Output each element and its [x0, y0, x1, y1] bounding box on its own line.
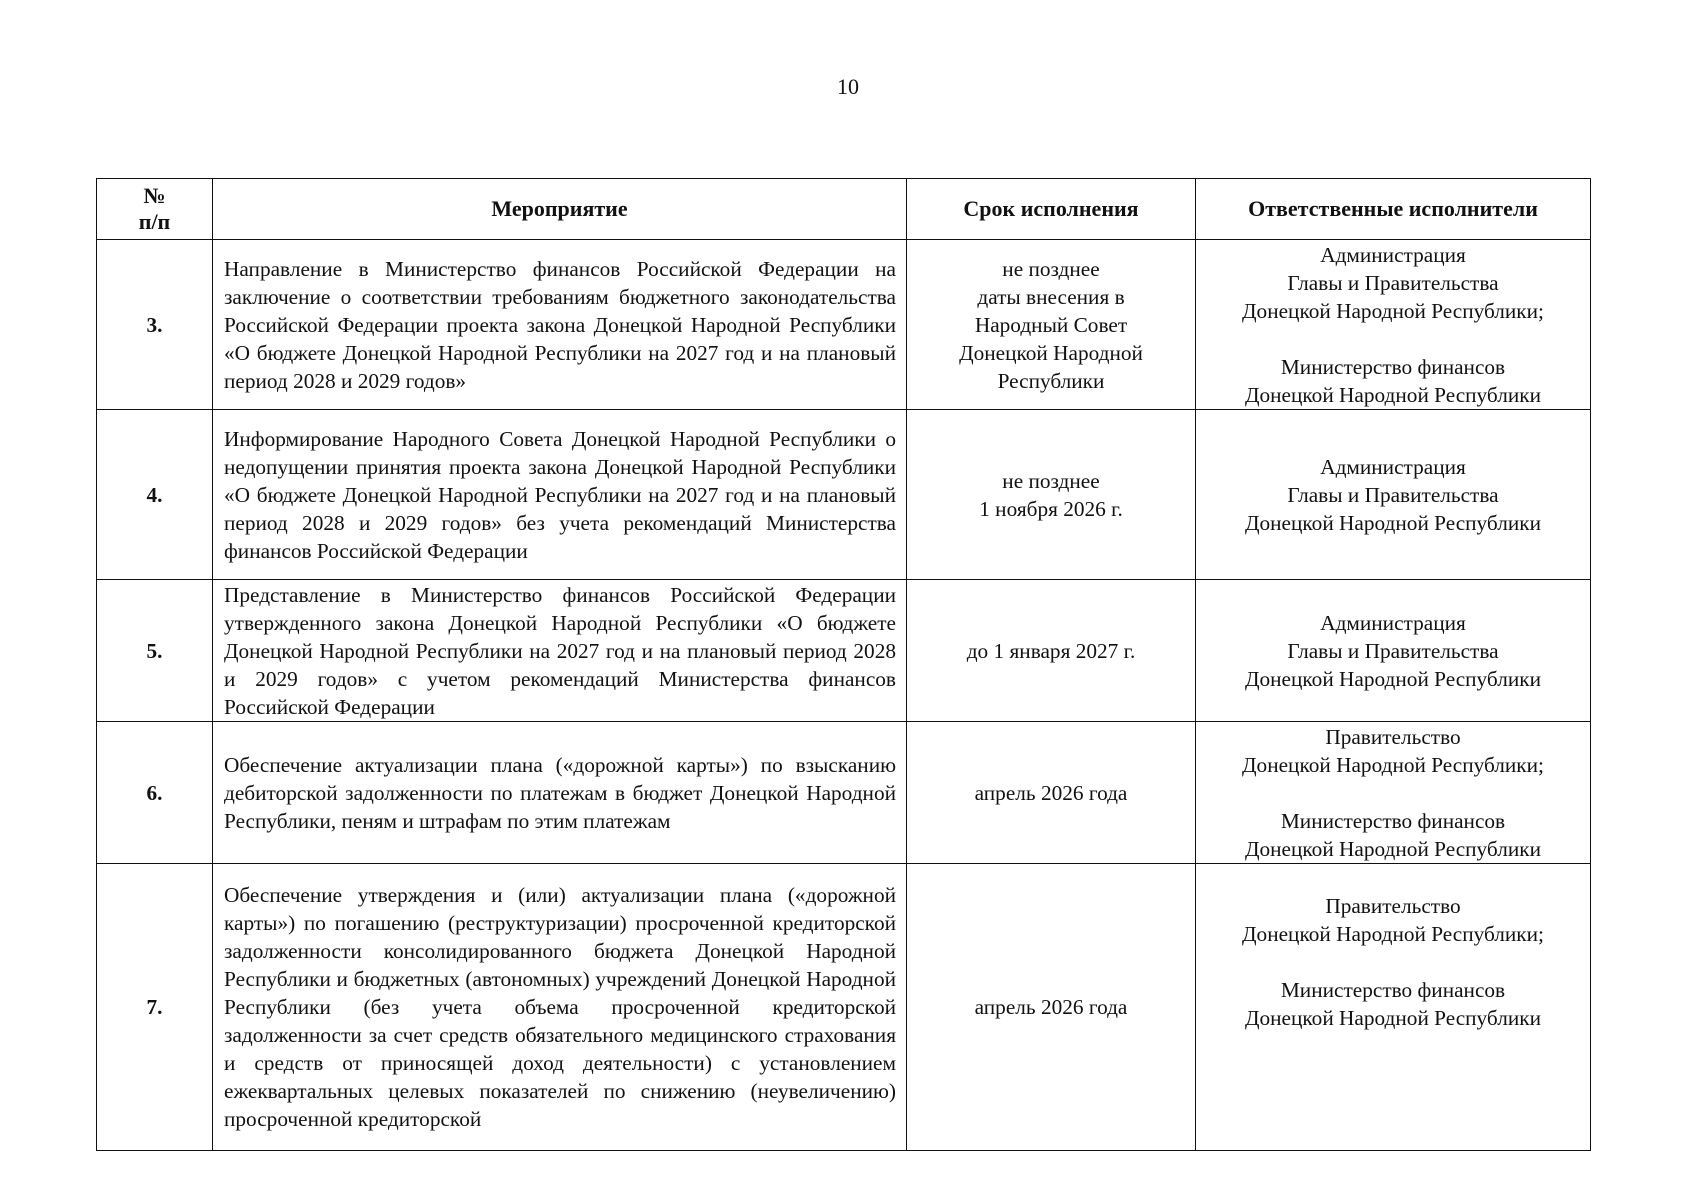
- deadline-line: Республики: [997, 368, 1105, 393]
- header-number-line-2: п/п: [138, 209, 171, 234]
- event-text: Обеспечение актуализации плана («дорожной карты») по взысканию дебиторской задолженности по платежам в бюджет Донецкой Народной Республики, пеням и штрафам по этим платежам: [213, 722, 907, 864]
- deadline-line: 1 ноября 2026 г.: [979, 496, 1123, 521]
- event-text: Информирование Народного Совета Донецкой Народной Республики о недопущении принятия проекта закона Донецкой Народной Республики «О бюджете Донецкой Народной Республики на 2027 год и на плановый период 2028 и 2029 годов» без учета рекомендаций Министерства финансов Российской Федерации: [213, 410, 907, 580]
- responsible-line: Администрация: [1320, 454, 1466, 479]
- event-text: Представление в Министерство финансов Российской Федерации утвержденного закона Донецкой Народной Республики «О бюджете Донецкой Народной Республики на 2027 год и на плановый период 2028 и 2029 годов» с учетом рекомендаций Министерства финансов Российской Федерации: [213, 580, 907, 722]
- header-number: [97, 179, 213, 240]
- responsible-line: Донецкой Народной Республики;: [1242, 922, 1544, 946]
- responsible-line: Главы и Правительства: [1287, 270, 1499, 295]
- responsible-line: Министерство финансов: [1280, 808, 1506, 833]
- responsible-spacer: [1200, 948, 1586, 976]
- deadline-cell: [907, 240, 1196, 410]
- event-text: Направление в Министерство финансов Российской Федерации на заключение о соответствии требованиям бюджетного законодательства Российской Федерации проекта закона Донецкой Народной Республики «О бюджете Донецкой Народной Республики на 2027 год и на плановый период 2028 и 2029 годов»: [213, 240, 907, 410]
- header-responsible: Ответственные исполнители: [1196, 179, 1591, 240]
- deadline-line: не позднее: [1002, 468, 1100, 493]
- activities-table: [96, 178, 1591, 1151]
- header-deadline: Срок исполнения: [907, 179, 1196, 240]
- responsible-cell: [1196, 722, 1591, 864]
- responsible-cell: [1196, 410, 1591, 580]
- responsible-line: Главы и Правительства: [1287, 638, 1499, 663]
- responsible-line: Донецкой Народной Республики: [1244, 510, 1541, 535]
- responsible-line: Донецкой Народной Республики: [1244, 836, 1541, 861]
- row-number: 3.: [97, 240, 213, 410]
- deadline-line: до 1 января 2027 г.: [966, 638, 1136, 663]
- deadline-line: не позднее: [1002, 256, 1100, 281]
- responsible-line: Министерство финансов: [1280, 354, 1506, 379]
- table-row: [97, 580, 1591, 722]
- event-text: Обеспечение утверждения и (или) актуализации плана («дорожной карты») по погашению (реструктуризации) просроченной кредиторской задолженности консолидированного бюджета Донецкой Народной Республики и бюджетных (автономных) учреждений Донецкой Народной Республики (без учета объема просроченной кредиторской задолженности за счет средств обязательного медицинского страхования и средств от приносящей доход деятельности) с установлением ежеквартальных целевых показателей по снижению (неувеличению) просроченной кредиторской: [213, 864, 907, 1151]
- responsible-spacer: [1200, 779, 1586, 807]
- responsible-line: Администрация: [1320, 242, 1466, 267]
- responsible-line: Донецкой Народной Республики;: [1242, 298, 1544, 323]
- header-number-line-1: №: [143, 183, 166, 208]
- row-number: 6.: [97, 722, 213, 864]
- header-event: Мероприятие: [213, 179, 907, 240]
- table-row: [97, 240, 1591, 410]
- row-number: 7.: [97, 864, 213, 1151]
- table-row: [97, 722, 1591, 864]
- responsible-spacer: [1200, 325, 1586, 353]
- row-number: 4.: [97, 410, 213, 580]
- responsible-line: Донецкой Народной Республики;: [1242, 752, 1544, 777]
- deadline-cell: [907, 864, 1196, 1151]
- deadline-cell: [907, 410, 1196, 580]
- table-row: [97, 864, 1591, 1151]
- deadline-cell: [907, 580, 1196, 722]
- responsible-line: Правительство: [1325, 724, 1461, 749]
- table-row: [97, 410, 1591, 580]
- responsible-cell: [1196, 240, 1591, 410]
- responsible-line: Главы и Правительства: [1287, 482, 1499, 507]
- responsible-line: Донецкой Народной Республики: [1244, 382, 1541, 407]
- deadline-line: апрель 2026 года: [974, 995, 1128, 1019]
- responsible-cell: [1196, 580, 1591, 722]
- deadline-cell: [907, 722, 1196, 864]
- deadline-line: Донецкой Народной: [959, 340, 1143, 365]
- deadline-line: Народный Совет: [974, 312, 1128, 337]
- page-number: 10: [837, 74, 859, 99]
- deadline-line: даты внесения в: [977, 284, 1125, 309]
- responsible-line: Донецкой Народной Республики: [1244, 666, 1541, 691]
- table-header-row: [97, 179, 1591, 240]
- responsible-cell: [1196, 864, 1591, 1151]
- responsible-line: Администрация: [1320, 610, 1466, 635]
- responsible-line: Донецкой Народной Республики: [1244, 1006, 1541, 1030]
- responsible-line: Правительство: [1325, 894, 1461, 918]
- row-number: 5.: [97, 580, 213, 722]
- deadline-line: апрель 2026 года: [974, 780, 1128, 805]
- responsible-line: Министерство финансов: [1280, 978, 1506, 1002]
